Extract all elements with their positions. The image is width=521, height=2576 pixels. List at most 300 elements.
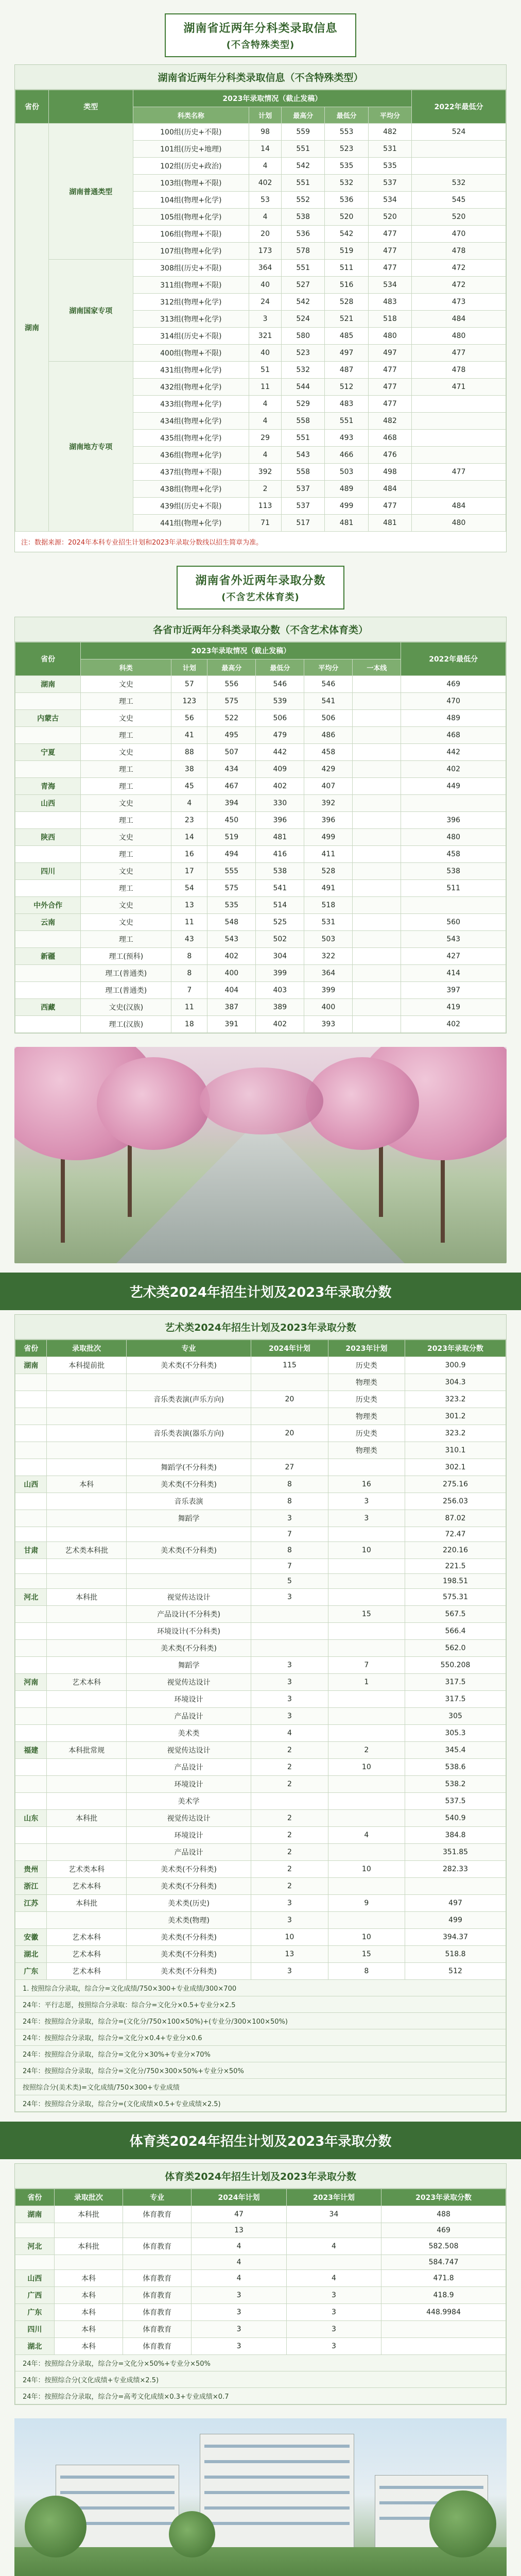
table-cell: 495 [207, 727, 256, 744]
table-cell: 2 [251, 1844, 328, 1861]
table-cell: 399 [256, 965, 304, 982]
table-cell: 480 [412, 328, 506, 345]
table-cell: 3 [251, 1912, 328, 1929]
table-cell: 106组(物理+不限) [133, 226, 249, 243]
table-cell: 404 [207, 982, 256, 999]
table-row [15, 948, 506, 965]
table-cell [15, 1793, 47, 1810]
table-cell: 418.9 [381, 2287, 506, 2304]
table-cell: 湖南 [15, 1357, 47, 1374]
table-cell: 物理类 [328, 1442, 405, 1459]
table-cell [353, 761, 401, 778]
table-cell: 美术类(不分科类) [126, 1542, 251, 1559]
table-cell [54, 2255, 123, 2270]
table-cell [412, 481, 506, 498]
table-cell: 497 [325, 345, 368, 362]
table-cell: 524 [412, 124, 506, 141]
section1-table-card [14, 64, 507, 552]
table-cell: 体育教育 [123, 2338, 192, 2355]
table-row [15, 1459, 506, 1476]
table-cell: 16 [328, 1476, 405, 1493]
table-row [15, 362, 506, 379]
table-cell: 105组(物理+化学) [133, 209, 249, 226]
table-cell: 视觉传达设计 [126, 1674, 251, 1691]
table-cell: 537 [368, 175, 411, 192]
table-cell: 本科批常规 [47, 1742, 126, 1759]
table-cell: 历史类 [328, 1357, 405, 1374]
table-cell: 艺术本科 [47, 1946, 126, 1963]
table-cell: 531 [368, 141, 411, 158]
table-cell [15, 1759, 47, 1776]
table-cell: 20 [249, 226, 282, 243]
table-cell: 本科批 [47, 1895, 126, 1912]
table-row [15, 761, 506, 778]
table-row [15, 1589, 506, 1606]
table-cell: 41 [171, 727, 207, 744]
table-cell [15, 982, 81, 999]
table-cell: 产品设计 [126, 1759, 251, 1776]
section1-col-max: 最高分 [282, 107, 325, 124]
section3-table-card [14, 1314, 507, 2112]
table-cell [47, 1657, 126, 1674]
table-cell [15, 1725, 47, 1742]
table-cell: 音乐类表演(声乐方向) [126, 1391, 251, 1408]
table-cell: 392 [249, 464, 282, 481]
table-row [15, 1357, 506, 1374]
table-cell [353, 710, 401, 727]
table-cell: 321 [249, 328, 282, 345]
table-cell: 442 [401, 744, 506, 761]
table-cell [15, 693, 81, 710]
table-cell: 387 [207, 999, 256, 1016]
table-cell: 523 [325, 141, 368, 158]
table-cell: 3 [251, 1510, 328, 1527]
table-cell: 317.5 [405, 1691, 506, 1708]
table-cell: 472 [412, 277, 506, 294]
table-cell: 484 [412, 498, 506, 515]
table-cell: 4 [171, 795, 207, 812]
table-cell [15, 1574, 47, 1589]
table-cell: 516 [325, 277, 368, 294]
table-cell: 506 [304, 710, 353, 727]
table-row [15, 1442, 506, 1459]
table-cell: 本科批 [54, 2206, 123, 2223]
table-cell: 3 [249, 311, 282, 328]
table-cell [47, 1640, 126, 1657]
table-cell: 450 [207, 812, 256, 829]
table-row [15, 2304, 506, 2321]
table-cell: 471 [412, 379, 506, 396]
section1-col-subject: 科类名称 [133, 107, 249, 124]
table-cell: 2 [251, 1810, 328, 1827]
table-cell: 新疆 [15, 948, 81, 965]
section4-col-score2023: 2023年录取分数 [381, 2189, 506, 2206]
table-cell: 3 [251, 1708, 328, 1725]
table-cell: 535 [325, 158, 368, 175]
table-row [15, 914, 506, 931]
table-cell [15, 1408, 47, 1425]
window-row [379, 2486, 483, 2489]
table-cell [15, 1493, 47, 1510]
table-cell: 402 [401, 1016, 506, 1033]
table-cell: 4 [249, 396, 282, 413]
rule-row [15, 2013, 506, 2029]
table-cell: 448.9984 [381, 2304, 506, 2321]
table-cell: 517 [282, 515, 325, 532]
table-cell [126, 1574, 251, 1589]
table-cell: 435组(物理+化学) [133, 430, 249, 447]
table-cell: 503 [304, 931, 353, 948]
table-cell: 468 [401, 727, 506, 744]
table-cell: 477 [368, 260, 411, 277]
table-cell: 72.47 [405, 1527, 506, 1542]
table-cell: 4 [192, 2238, 286, 2255]
table-cell: 532 [412, 175, 506, 192]
table-cell: 内蒙古 [15, 710, 81, 727]
table-cell: 4 [328, 1827, 405, 1844]
section2-table [15, 642, 506, 1033]
table-cell [47, 1725, 126, 1742]
table-cell: 221.5 [405, 1559, 506, 1574]
table-cell: 15 [328, 1946, 405, 1963]
table-cell: 477 [368, 243, 411, 260]
table-cell: 396 [401, 812, 506, 829]
table-cell: 体育教育 [123, 2206, 192, 2223]
section1-note: 注：数据来源：2024年本科专业招生计划和2023年录取分数线以招生简章为准。 [21, 539, 263, 547]
rule-row [15, 2062, 506, 2079]
table-cell: 364 [249, 260, 282, 277]
table-cell [353, 948, 401, 965]
table-cell: 环境设计 [126, 1776, 251, 1793]
table-cell: 511 [325, 260, 368, 277]
section1-title-area [0, 0, 521, 64]
table-cell: 美术类(不分科类) [126, 1357, 251, 1374]
table-row [15, 982, 506, 999]
window-row [204, 2522, 350, 2525]
table-cell: 艺术类本科 [47, 1861, 126, 1878]
table-cell: 470 [401, 693, 506, 710]
table-cell: 512 [325, 379, 368, 396]
table-cell: 468 [368, 430, 411, 447]
table-cell: 511 [401, 880, 506, 897]
table-cell: 531 [304, 914, 353, 931]
section2-col-province: 省份 [15, 642, 81, 676]
table-cell: 538.2 [405, 1776, 506, 1793]
table-cell [328, 1708, 405, 1725]
table-cell: 88 [171, 744, 207, 761]
table-cell: 551 [282, 260, 325, 277]
group-cell: 湖南国家专项 [49, 260, 133, 362]
table-row [15, 897, 506, 914]
table-cell: 312组(物理+化学) [133, 294, 249, 311]
rule-row [15, 2046, 506, 2062]
table-cell: 481 [256, 829, 304, 846]
table-row [15, 1527, 506, 1542]
table-cell: 476 [368, 447, 411, 464]
table-cell: 537 [282, 498, 325, 515]
table-cell: 3 [251, 1674, 328, 1691]
table-cell: 469 [401, 676, 506, 693]
table-cell: 528 [304, 863, 353, 880]
table-cell: 458 [401, 846, 506, 863]
table-cell: 503 [325, 464, 368, 481]
table-cell: 578 [282, 243, 325, 260]
table-cell: 523 [282, 345, 325, 362]
table-cell [353, 863, 401, 880]
table-row [15, 744, 506, 761]
table-cell: 394 [207, 795, 256, 812]
rule-row [15, 2095, 506, 2112]
table-cell: 541 [256, 880, 304, 897]
group-cell: 湖南普通类型 [49, 124, 133, 260]
table-cell [412, 396, 506, 413]
table-cell [328, 1623, 405, 1640]
table-cell: 436组(物理+化学) [133, 447, 249, 464]
table-row [15, 1623, 506, 1640]
table-cell: 美术类(历史) [126, 1895, 251, 1912]
table-cell [405, 1878, 506, 1895]
table-cell: 本科提前批 [47, 1357, 126, 1374]
section2-col-avg: 平均分 [304, 659, 353, 676]
table-cell: 青海 [15, 778, 81, 795]
table-cell: 524 [282, 311, 325, 328]
table-cell [381, 2321, 506, 2338]
section2-col-2022: 2022年最低分 [401, 642, 506, 676]
table-cell [15, 931, 81, 948]
table-cell: 519 [325, 243, 368, 260]
table-cell [15, 1657, 47, 1674]
table-cell: 3 [251, 1657, 328, 1674]
table-cell [353, 982, 401, 999]
tree-trunk [379, 1140, 383, 1217]
table-cell: 视觉传达设计 [126, 1742, 251, 1759]
table-cell: 2 [251, 1878, 328, 1895]
table-cell: 499 [304, 829, 353, 846]
table-cell [123, 2255, 192, 2270]
table-cell: 477 [368, 226, 411, 243]
table-cell: 美术类(不分科类) [126, 1929, 251, 1946]
table-cell: 439组(历史+不限) [133, 498, 249, 515]
table-cell [15, 846, 81, 863]
table-cell: 575 [207, 693, 256, 710]
table-cell: 400 [304, 999, 353, 1016]
table-cell: 本科 [47, 1476, 126, 1493]
table-cell: 311组(物理+不限) [133, 277, 249, 294]
table-cell: 518.8 [405, 1946, 506, 1963]
table-cell: 2 [251, 1742, 328, 1759]
table-cell: 本科 [54, 2304, 123, 2321]
table-cell: 20 [251, 1425, 328, 1442]
table-cell [47, 1691, 126, 1708]
table-cell: 534 [368, 192, 411, 209]
table-cell: 艺术本科 [47, 1963, 126, 1980]
table-cell [15, 1606, 47, 1623]
table-cell [126, 1374, 251, 1391]
table-cell: 314组(历史+不限) [133, 328, 249, 345]
table-cell: 469 [381, 2223, 506, 2238]
table-cell: 河南 [15, 1674, 47, 1691]
table-cell: 宁夏 [15, 744, 81, 761]
table-cell: 392 [304, 795, 353, 812]
table-cell: 433组(物理+化学) [133, 396, 249, 413]
table-cell [47, 1408, 126, 1425]
table-cell: 4 [192, 2270, 286, 2287]
table-cell: 视觉传达设计 [126, 1589, 251, 1606]
table-cell: 402 [256, 778, 304, 795]
table-cell [412, 158, 506, 175]
table-cell: 532 [325, 175, 368, 192]
table-cell: 489 [401, 710, 506, 727]
table-cell: 499 [405, 1912, 506, 1929]
table-cell: 8 [251, 1476, 328, 1493]
table-row [15, 1493, 506, 1510]
section2-table-caption: 各省市近两年分科类录取分数（不含艺术体育类） [15, 617, 506, 642]
section3-banner: 艺术类2024年招生计划及2023年录取分数 [0, 1273, 521, 1310]
table-cell: 552 [282, 192, 325, 209]
table-cell: 580 [282, 328, 325, 345]
table-cell: 364 [304, 965, 353, 982]
section3-col-batch: 录取批次 [47, 1340, 126, 1357]
table-row [15, 812, 506, 829]
table-cell: 7 [251, 1527, 328, 1542]
table-cell [47, 1374, 126, 1391]
table-cell: 466 [325, 447, 368, 464]
table-cell: 491 [304, 880, 353, 897]
table-row [15, 1963, 506, 1980]
table-cell: 551 [282, 175, 325, 192]
section4-col-plan2024: 2024年计划 [192, 2189, 286, 2206]
table-cell [251, 1623, 328, 1640]
table-cell: 558 [282, 413, 325, 430]
table-cell: 483 [368, 294, 411, 311]
table-cell: 18 [171, 1016, 207, 1033]
table-cell: 产品设计 [126, 1708, 251, 1725]
table-cell: 理工(普通类) [81, 965, 171, 982]
table-cell: 3 [192, 2321, 286, 2338]
table-cell: 舞蹈学(不分科类) [126, 1459, 251, 1476]
table-cell: 345.4 [405, 1742, 506, 1759]
table-row [15, 1929, 506, 1946]
section2-col-min: 最低分 [256, 659, 304, 676]
table-cell [47, 1844, 126, 1861]
table-cell: 视觉传达设计 [126, 1810, 251, 1827]
table-cell: 397 [401, 982, 506, 999]
section1-table-body [15, 124, 506, 532]
table-row [15, 1946, 506, 1963]
table-cell: 3 [251, 1895, 328, 1912]
table-cell: 521 [325, 311, 368, 328]
table-cell [353, 693, 401, 710]
window-row [204, 2460, 350, 2463]
table-cell: 51 [249, 362, 282, 379]
table-cell: 广东 [15, 2304, 55, 2321]
table-cell: 美术类(不分科类) [126, 1476, 251, 1493]
table-cell: 113 [249, 498, 282, 515]
table-row [15, 676, 506, 693]
table-cell: 4 [249, 209, 282, 226]
table-cell: 566.4 [405, 1623, 506, 1640]
table-row [15, 931, 506, 948]
table-cell: 山东 [15, 1810, 47, 1827]
table-cell: 贵州 [15, 1861, 47, 1878]
table-cell: 567.5 [405, 1606, 506, 1623]
section4-banner: 体育类2024年招生计划及2023年录取分数 [0, 2122, 521, 2159]
table-cell: 山西 [15, 1476, 47, 1493]
table-cell: 538 [256, 863, 304, 880]
table-cell: 安徽 [15, 1929, 47, 1946]
rule-row [15, 2079, 506, 2095]
table-cell: 313组(物理+化学) [133, 311, 249, 328]
table-row [15, 1640, 506, 1657]
table-row [15, 1793, 506, 1810]
table-cell: 407 [304, 778, 353, 795]
table-cell: 3 [286, 2287, 381, 2304]
table-cell: 艺术本科 [47, 1878, 126, 1895]
table-cell: 584.747 [381, 2255, 506, 2270]
table-row [15, 965, 506, 982]
table-cell: 理工 [81, 812, 171, 829]
table-cell: 107组(物理+化学) [133, 243, 249, 260]
section1-title-box [165, 13, 356, 57]
section2-col-plan: 计划 [171, 659, 207, 676]
table-cell: 442 [256, 744, 304, 761]
section4-table-caption: 体育类2024年招生计划及2023年录取分数 [15, 2164, 506, 2189]
table-cell [251, 1374, 328, 1391]
table-cell [328, 1589, 405, 1606]
table-cell: 山西 [15, 795, 81, 812]
table-cell: 14 [171, 829, 207, 846]
table-cell: 520 [368, 209, 411, 226]
table-cell [126, 1559, 251, 1574]
table-cell [353, 914, 401, 931]
table-cell: 产品设计(不分科类) [126, 1606, 251, 1623]
table-cell: 文史 [81, 897, 171, 914]
green-tree [429, 2490, 496, 2557]
table-cell: 310.1 [405, 1442, 506, 1459]
section1-table-caption: 湖南省近两年分科类录取信息（不含特殊类型） [15, 65, 506, 90]
rule-text: 24年：按照综合分录取，综合分=文化分×50%+专业分×50% [15, 2355, 506, 2371]
table-cell: 3 [192, 2304, 286, 2321]
table-row [15, 795, 506, 812]
table-cell: 文史 [81, 795, 171, 812]
table-cell [328, 1691, 405, 1708]
table-cell: 艺术类本科批 [47, 1542, 126, 1559]
table-row [15, 1374, 506, 1391]
table-cell: 文史 [81, 914, 171, 931]
table-cell: 2 [251, 1776, 328, 1793]
table-row [15, 2238, 506, 2255]
table-cell: 520 [412, 209, 506, 226]
section4-table-body [15, 2206, 506, 2355]
table-cell: 402 [256, 1016, 304, 1033]
table-cell: 582.508 [381, 2238, 506, 2255]
table-cell: 71 [249, 515, 282, 532]
table-cell: 2 [328, 1742, 405, 1759]
campus-building-photo [14, 2418, 507, 2576]
table-cell: 57 [171, 676, 207, 693]
table-cell: 1 [328, 1674, 405, 1691]
section1-col-2022: 2022年最低分 [412, 90, 506, 124]
table-cell [126, 1527, 251, 1542]
table-cell: 理工 [81, 727, 171, 744]
table-cell: 391 [207, 1016, 256, 1033]
table-cell: 543 [207, 931, 256, 948]
section2-col-subject: 科类 [81, 659, 171, 676]
table-cell: 525 [256, 914, 304, 931]
table-cell: 体育教育 [123, 2238, 192, 2255]
table-cell: 484 [412, 311, 506, 328]
table-cell [15, 1425, 47, 1442]
